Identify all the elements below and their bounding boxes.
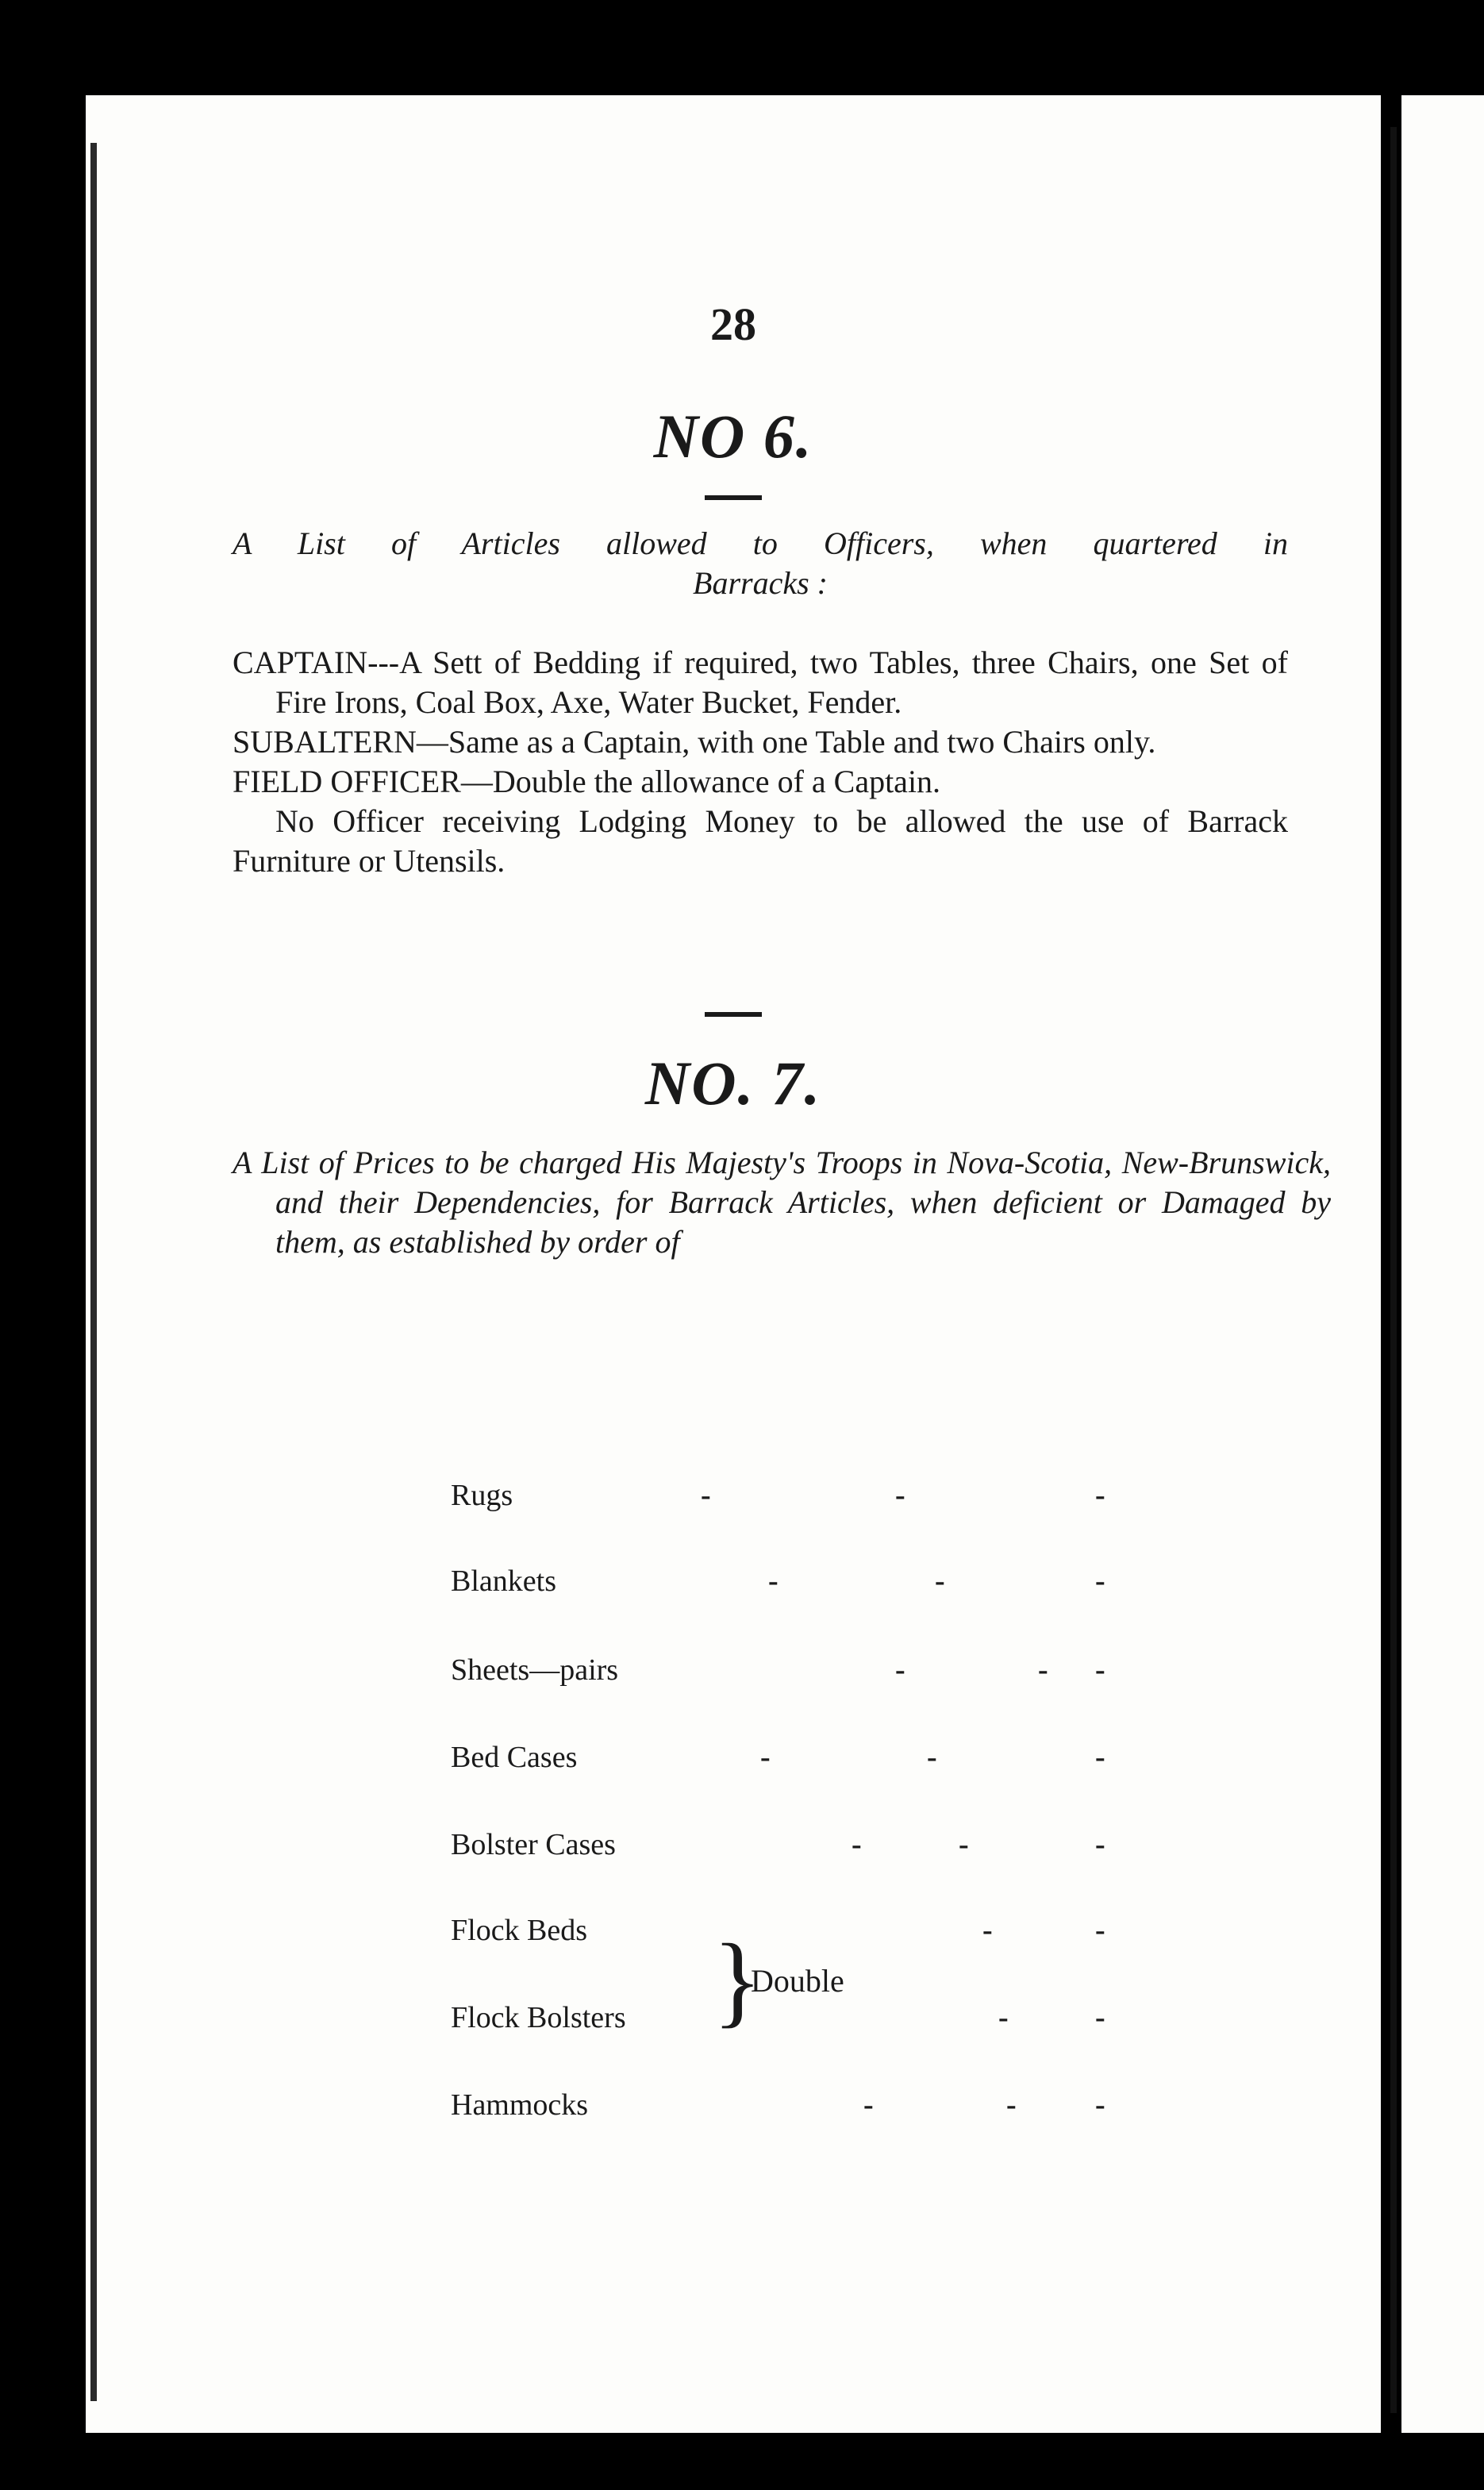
list-item (451, 1740, 1205, 1788)
section-7-heading: NO. 7. (644, 1049, 822, 1118)
grouping-brace: } (713, 1923, 763, 2038)
leader-dash: - (935, 1564, 945, 1598)
leader-dash: - (1095, 1828, 1105, 1861)
leader-dash: - (895, 1479, 905, 1512)
leader-dash: - (982, 1914, 993, 1947)
item-name: Bolster Cases (451, 1828, 616, 1861)
section-6-body (233, 643, 1288, 881)
section-7-intro: A List of Prices to be charged His Majesty's Troops in Nova-Scotia, New-Brunswick, and their Dependencies, for Barrack Articles, when deficient or Damaged by them, as established by order of (233, 1145, 1331, 1260)
leader-dash: - (768, 1564, 779, 1598)
leader-dash: - (760, 1741, 771, 1774)
item-name: Sheets—pairs (451, 1653, 619, 1687)
section-6-intro-line-2: Barracks : (693, 565, 828, 601)
facing-page (1401, 95, 1484, 2433)
leader-dash: - (959, 1828, 969, 1861)
item-name: Hammocks (451, 2088, 589, 2122)
facing-page-edge (1390, 127, 1397, 2413)
double-label: Double (751, 1963, 844, 1999)
subaltern-entry: SUBALTERN—Same as a Captain, with one Table and two Chairs only. (233, 724, 1156, 760)
leader-dash: - (1038, 1653, 1048, 1687)
leader-dash: - (852, 1828, 862, 1861)
leader-dash: - (1095, 2001, 1105, 2034)
lodging-money-note: No Officer receiving Lodging Money to be allowed the use of Barrack Furniture or Utensils. (233, 803, 1288, 879)
leader-dash: - (1095, 1741, 1105, 1774)
leader-dash: - (1006, 2088, 1017, 2122)
book-page (86, 95, 1381, 2433)
section-6-intro-line-1: A List of Articles allowed to Officers, when quartered in (233, 525, 1288, 561)
field-officer-entry: FIELD OFFICER—Double the allowance of a Captain. (233, 764, 941, 799)
section-6-heading: NO 6. (653, 402, 813, 471)
section-6-intro (233, 524, 1288, 603)
list-item (451, 1653, 1205, 1700)
page-number: 28 (710, 298, 756, 350)
list-item (451, 2088, 1205, 2135)
list-item (451, 2000, 1205, 2048)
item-name: Rugs (451, 1479, 513, 1512)
item-name: Flock Bolsters (451, 2001, 626, 2034)
leader-dash: - (1095, 2088, 1105, 2122)
leader-dash: - (927, 1741, 937, 1774)
leader-dash: - (863, 2088, 874, 2122)
leader-dash: - (998, 2001, 1009, 2034)
list-item (451, 1478, 1205, 1526)
leader-dash: - (1095, 1914, 1105, 1947)
item-name: Bed Cases (451, 1741, 578, 1774)
leader-dash: - (1095, 1479, 1105, 1512)
leader-dash: - (895, 1653, 905, 1687)
item-name: Blankets (451, 1564, 556, 1598)
list-item (451, 1913, 1205, 1961)
leader-dash: - (1095, 1564, 1105, 1598)
list-item (451, 1564, 1205, 1611)
section-7-rule (705, 1012, 762, 1017)
list-item (451, 1827, 1205, 1875)
leader-dash: - (1095, 1653, 1105, 1687)
section-6-rule (705, 495, 762, 500)
item-name: Flock Beds (451, 1914, 588, 1947)
leader-dash: - (701, 1479, 711, 1512)
captain-entry: CAPTAIN---A Sett of Bedding if required, two Tables, three Chairs, one Set of Fire Irons, Coal Box, Axe, Water Bucket, Fender. (233, 645, 1288, 720)
